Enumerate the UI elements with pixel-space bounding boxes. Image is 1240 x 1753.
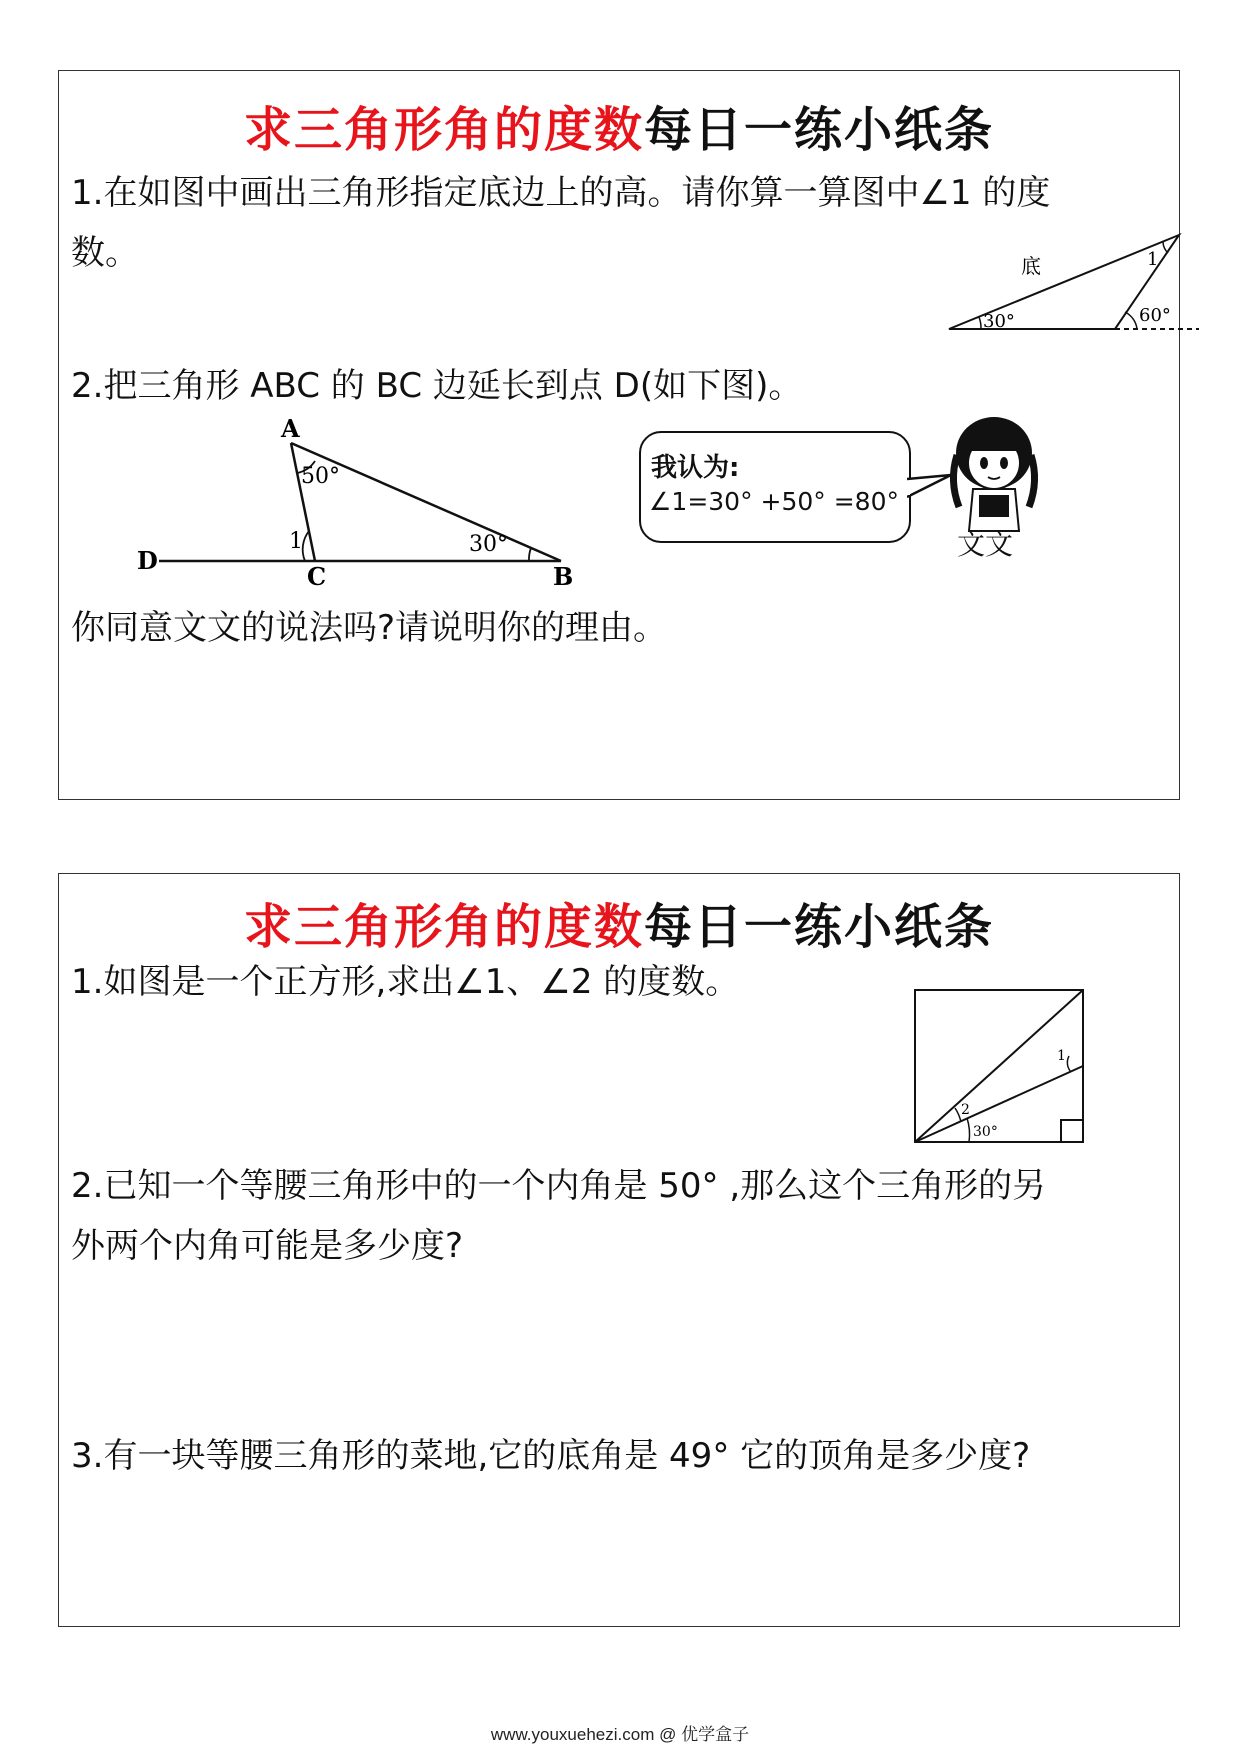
question-1-text: 1.如图是一个正方形,求出∠1、∠2 的度数。 [71, 962, 740, 1002]
title-black-part: 每日一练小纸条 [644, 899, 995, 955]
question-3-text: 3.有一块等腰三角形的菜地,它的底角是 49° 它的顶角是多少度? [71, 1436, 1031, 1476]
triangle-abc-figure [129, 411, 579, 586]
point-d-label: D [137, 546, 158, 575]
angle-60-label: 60° [1139, 305, 1171, 326]
question-2-line-1: 2.已知一个等腰三角形中的一个内角是 50° ,那么这个三角形的另 [71, 1166, 1047, 1206]
angle-2-label: 2 [961, 1102, 970, 1118]
speech-bubble [639, 431, 911, 543]
question-1-line-2: 数。 [71, 233, 139, 273]
angle-1-label: 1 [289, 529, 303, 554]
angle-30-label: 30° [983, 311, 1015, 332]
footer-watermark: www.youxuehezi.com @ 优学盒子 [490, 1725, 750, 1744]
angle-50-label: 50° [301, 464, 340, 489]
angle-30-label: 30° [469, 532, 508, 557]
character-name: 文文 [957, 528, 1014, 561]
angle-1-label: 1 [1057, 1048, 1066, 1064]
question-2-text: 2.把三角形 ABC 的 BC 边延长到点 D(如下图)。 [71, 366, 803, 406]
question-2-line-2: 外两个内角可能是多少度? [71, 1226, 464, 1266]
girl-character-icon [939, 411, 1049, 541]
vertex-b-label: B [553, 562, 574, 586]
base-label: 底 [1021, 254, 1041, 278]
worksheet-card-1 [58, 70, 1180, 800]
vertex-c-label: C [307, 562, 327, 586]
card-title [59, 91, 1179, 160]
worksheet-card-2 [58, 873, 1180, 1627]
title-black-part: 每日一练小纸条 [644, 102, 995, 158]
triangle-figure-q1 [939, 229, 1209, 339]
title-red-part: 求三角形角的度数 [243, 102, 644, 158]
question-2-prompt: 你同意文文的说法吗?请说明你的理由。 [71, 608, 668, 648]
card-title [59, 888, 1179, 957]
speech-line-1: 我认为: [651, 453, 740, 483]
question-1-line-1: 1.在如图中画出三角形指定底边上的高。请你算一算图中∠1 的度 [71, 173, 1051, 213]
speech-line-2: ∠1=30° +50° =80° [649, 487, 899, 516]
square-figure [909, 984, 1099, 1152]
angle-30-label: 30° [973, 1124, 998, 1140]
title-red-part: 求三角形角的度数 [243, 899, 644, 955]
angle-1-label: 1 [1147, 249, 1159, 270]
vertex-a-label: A [281, 414, 300, 443]
